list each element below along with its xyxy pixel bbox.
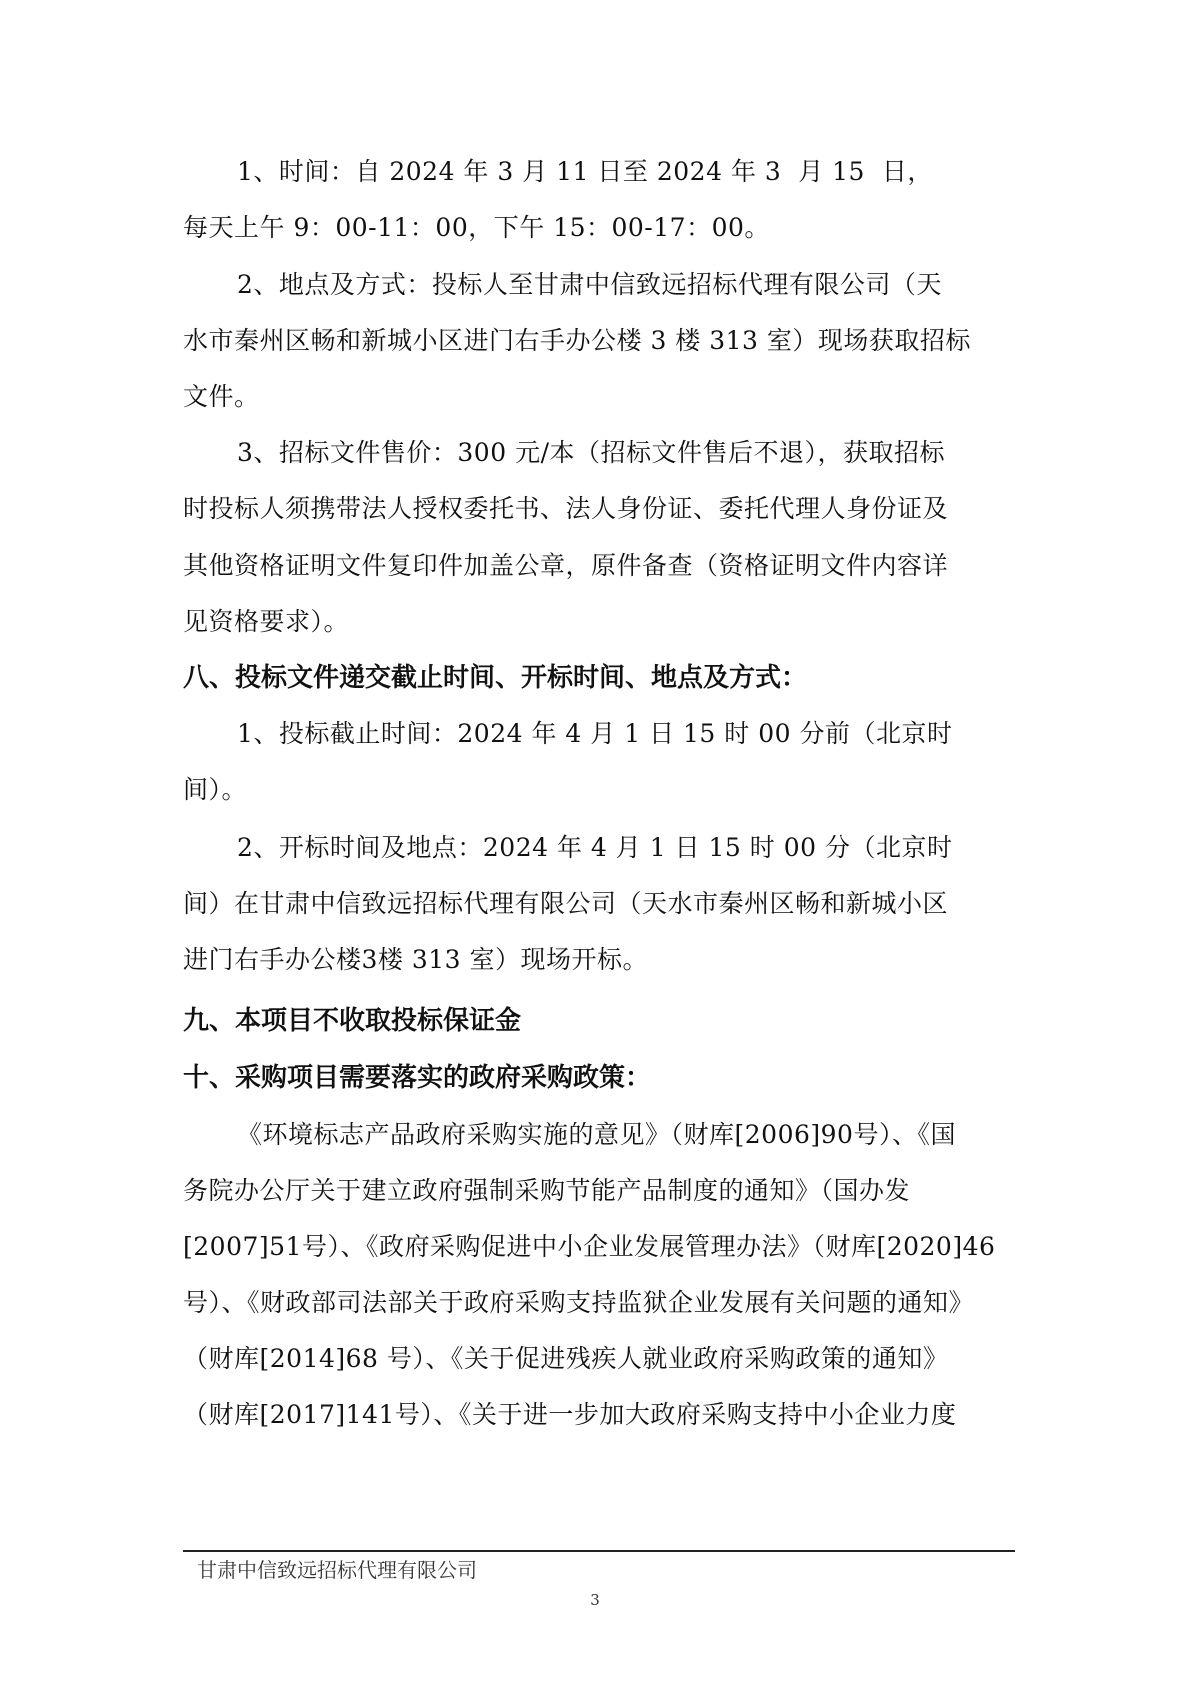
section-heading-8: 八、投标文件递交截止时间、开标时间、地点及方式： [183,663,808,693]
paragraph-line: 号）、《财政部司法部关于政府采购支持监狱企业发展有关问题的通知》 [183,1288,975,1317]
paragraph-line: 文件。 [183,382,260,411]
paragraph-line: 务院办公厅关于建立政府强制采购节能产品制度的通知》（国办发 [183,1176,911,1205]
paragraph-line: 1、投标截止时间：2024 年 4 月 1 日 15 时 00 分前（北京时 [237,719,953,748]
paragraph-line: 《环境标志产品政府采购实施的意见》（财库[2006]90号）、《国 [237,1120,956,1149]
paragraph-line: 见资格要求）。 [183,607,350,636]
paragraph-line: （财库[2014]68 号）、《关于促进残疾人就业政府采购政策的通知》 [183,1344,949,1373]
page-number: 3 [590,1591,600,1609]
paragraph-line: （财库[2017]141号）、《关于进一步加大政府采购支持中小企业力度 [183,1400,957,1429]
paragraph-line: 每天上午 9：00-11：00，下午 15：00-17：00。 [183,213,770,242]
paragraph-line: 1、时间：自 2024 年 3 月 11 日至 2024 年 3 月 15 日， [237,157,933,186]
section-heading-9: 九、本项目不收取投标保证金 [183,1006,522,1036]
paragraph-line: 2、地点及方式：投标人至甘肃中信致远招标代理有限公司（天 [237,270,942,299]
paragraph-line: 时投标人须携带法人授权委托书、法人身份证、委托代理人身份证及 [183,494,949,523]
paragraph-line: 进门右手办公楼3楼 313 室）现场开标。 [183,945,649,974]
paragraph-line: 水市秦州区畅和新城小区进门右手办公楼 3 楼 313 室）现场获取招标 [183,326,971,355]
footer-divider [183,1550,1015,1552]
paragraph-line: 其他资格证明文件复印件加盖公章，原件备查（资格证明文件内容详 [183,551,949,580]
paragraph-line: 间）。 [183,775,248,804]
paragraph-line: [2007]51号）、《政府采购促进中小企业发展管理办法》（财库[2020]46 [183,1232,996,1261]
paragraph-line: 间）在甘肃中信致远招标代理有限公司（天水市秦州区畅和新城小区 [183,889,949,918]
footer-company-name: 甘肃中信致远招标代理有限公司 [197,1558,477,1582]
paragraph-line: 2、开标时间及地点：2024 年 4 月 1 日 15 时 00 分（北京时 [237,833,953,862]
section-heading-10: 十、采购项目需要落实的政府采购政策： [183,1063,652,1093]
paragraph-line: 3、招标文件售价：300 元/本（招标文件售后不退），获取招标 [237,438,945,467]
